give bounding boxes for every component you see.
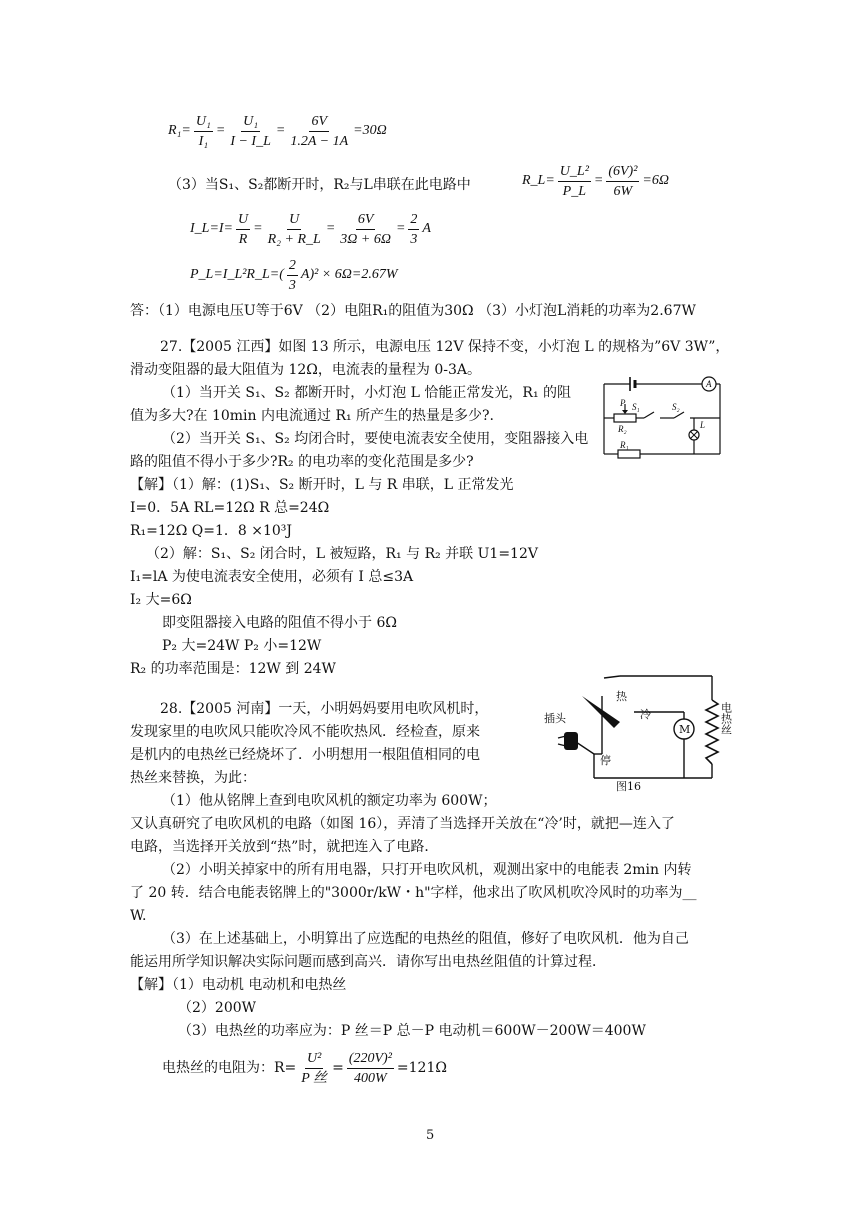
q27-line4: 值为多大?在 10min 内电流通过 R₁ 所产生的热量是多少?. [130,408,494,424]
q28-sol3: （3）电热丝的功率应为：P 丝＝P 总－P 电动机＝600W－200W＝400W [178,1023,646,1039]
den: 3Ω + 6Ω [340,231,391,247]
r1-equation: R₁= $\frac{\text{U₁}}{\text{I₁}}$ = $\frac{\text{U₁}}{I - I\_L}$ = $\frac{6V}{1.2A - 1A}$ =30Ω [168,113,387,149]
s2-label: S₂ [672,402,680,412]
step3-text: （3）当S₁、S₂都断开时，R₂与L串联在此电路中 [168,177,471,193]
r1-result: =30Ω [353,123,387,138]
sol4-result: =121Ω [396,1060,447,1076]
q27-sol1-text: 【解】（1）解：(1)S₁、S₂ 断开时，L 与 R 串联，L 正常发光 [130,477,514,493]
fraction [236,211,250,248]
q27-sol1 [130,476,514,494]
fraction [194,113,213,150]
q27-line3: （1）当开关 S₁、S₂ 都断开时，小灯泡 L 恰能正常发光，R₁ 的阻 [162,385,572,401]
s1-label: S₁ [632,402,640,412]
slider-arrow-icon [622,410,628,414]
q28-line12: 能运用所学知识解决实际问题而感到高兴．请你写出电热丝阻值的计算过程． [130,954,606,970]
il-lhs: I_L=I= [190,221,234,236]
q28-sol2: （2）200W [178,1000,257,1016]
q28-sol4-equation: 电热丝的电阻为：R= $\frac{\text{U²}}{\text{P 丝}}$ = $\frac{\text{(220V)²}}{400W}$ =121Ω [162,1050,447,1086]
pl-lhs: P_L=I_L²R_L=( [190,267,284,282]
q28-line1: 28.【2005 河南】一天，小明妈妈要用电吹风机时， [160,701,489,717]
hot-label: 热 [616,690,627,703]
heating-wire-label: 电热丝 [719,702,733,735]
circuit-diagram-fig13 [594,372,730,464]
q28-line5: （1）他从铭牌上查到电吹风机的额定功率为 600W； [162,793,497,809]
fraction [558,163,591,200]
den: P_L [562,183,587,199]
q27-sol4: （2）解：S₁、S₂ 闭合时，L 被短路，R₁ 与 R₂ 并联 U1=12V [146,546,538,562]
q27-sol7: 即变阻器接入电路的阻值不得小于 6Ω [162,615,397,631]
rl-lhs: R_L= [522,173,555,188]
fraction [287,257,298,294]
lamp-label: L [700,420,706,430]
num: U_L² [558,163,591,182]
q28-line8: （2）小明关掉家中的所有用电器，只打开电吹风机，观测出家中的电能表 2min 内转 [162,862,692,878]
den: R₂ + R_L [267,231,321,247]
hair-dryer-circuit-fig16 [538,666,738,794]
r1-label: R₁ [620,440,629,450]
den: 400W [354,1070,387,1086]
q27-line1 [160,338,729,356]
sol4-lhs: 电热丝的电阻为：R= [162,1060,297,1076]
num: 6V [356,211,376,230]
den: 1.2A − 1A [290,133,349,149]
q27-sol2: I=0．5A RL=12Ω R 总=24Ω [130,500,330,516]
den: 6W [613,183,633,199]
q27-line5: （2）当开关 S₁、S₂ 均闭合时，要使电流表安全使用，变阻器接入电 [162,431,589,447]
q28-line3: 是机内的电热丝已经烧坏了．小明想用一根阻值相同的电 [130,747,480,763]
q28-line6: 又认真研究了电吹风机的电路（如图 16），弄清了当选择开关放在“冷’时，就把—连入了 [130,816,675,832]
motor-label: M [679,723,691,736]
q28-line2: 发现家里的电吹风只能吹冷风不能吹热风．经检查，原来 [130,724,480,740]
den: R [238,231,248,247]
plug-label: 插头 [544,712,566,725]
q27-sol8: P₂ 大=24W P₂ 小=12W [162,638,322,654]
cold-label: 冷 [640,708,651,721]
num: 2 [408,211,419,230]
fraction [299,1050,329,1087]
num: 2 [287,257,298,276]
num: U₁ [241,113,260,132]
num: (6V)² [606,163,639,182]
pl-equation [190,254,397,296]
q27-line2: 滑动变阻器的最大阻值为 12Ω，电流表的量程为 0-3A。 [130,362,481,378]
figure-caption: 图16 [616,780,641,793]
ammeter-label: A [706,379,712,389]
il-equation: I_L=I= $\frac{U}{R}$ = $\frac{U}{\text{R₂ + R\_L}}$ = $\frac{6V}{3\Omega + 6\Omega}$ = $\frac{2}{3}$ A [190,211,431,247]
il-unit: A [422,221,431,236]
answer-line: 答：（1）电源电压U等于6V （2）电阻R₁的阻值为30Ω （3）小灯泡L消耗的功率为2.67W [130,303,696,319]
pl-rest: A)² × 6Ω=2.67W [300,267,398,282]
num: 6V [309,113,329,132]
q28-line9: 了 20 转．结合电能表铭牌上的"3000r/kW・h"字样，他求出了吹风机吹冷风时的功率为__ [130,885,697,901]
selector-switch-icon [582,696,620,728]
q27-sol6: I₂ 大=6Ω [130,592,192,608]
q27-sol3: R₁=12Ω Q=1．8 ×10³J [130,523,292,539]
den: 3 [410,231,418,247]
q28-line11: （3）在上述基础上，小明算出了应选配的电热丝的阻值，修好了电吹风机．他为自己 [162,931,689,947]
fraction [338,211,393,248]
q28-line4: 热丝来替换，为此： [130,770,256,786]
rl-equation: R_L= $\frac{\text{U\_L²}}{P\_L}$ = $\frac{\text{(6V)²}}{6W}$ =6Ω [522,163,669,199]
slider-label: P [620,398,626,408]
fraction [266,211,323,248]
r2-label: R₂ [618,424,627,434]
fraction [606,163,639,200]
q28-line10: W. [130,908,147,924]
q28-line7: 电路，当选择开关放到“热”时，就把连入了电路． [130,839,439,855]
den: P 丝 [301,1070,328,1086]
page-number: 5 [426,1128,435,1143]
q27-line1-text: 27.【2005 江西】如图 13 所示，电源电压 12V 保持不变，小灯泡 L 的规格为”6V 3W”， [160,339,730,355]
r1-lhs: R₁= [168,123,191,138]
fraction [228,113,273,150]
num: U [236,211,250,230]
heating-wire-zigzag [706,700,718,764]
q27-sol9: R₂ 的功率范围是：12W 到 24W [130,661,336,677]
den: I − I_L [230,133,271,149]
fraction [288,113,350,150]
stop-label: 停 [600,754,611,767]
fraction [347,1050,394,1087]
num: U² [305,1050,323,1069]
den: 3 [288,277,296,293]
num: U₁ [194,113,213,132]
plug-icon [564,732,578,750]
num: U [287,211,301,230]
fraction [408,211,419,248]
den: I₁ [198,133,209,149]
q27-line6: 路的阻值不得小于多少?R₂ 的电功率的变化范围是多少? [130,454,474,470]
q28-sol1: 【解】（1）电动机 电动机和电热丝 [130,977,347,993]
num: (220V)² [347,1050,394,1069]
q27-sol5: I₁=lA 为使电流表安全使用，必须有 I 总≤3A [130,569,414,585]
rl-result: =6Ω [642,173,669,188]
